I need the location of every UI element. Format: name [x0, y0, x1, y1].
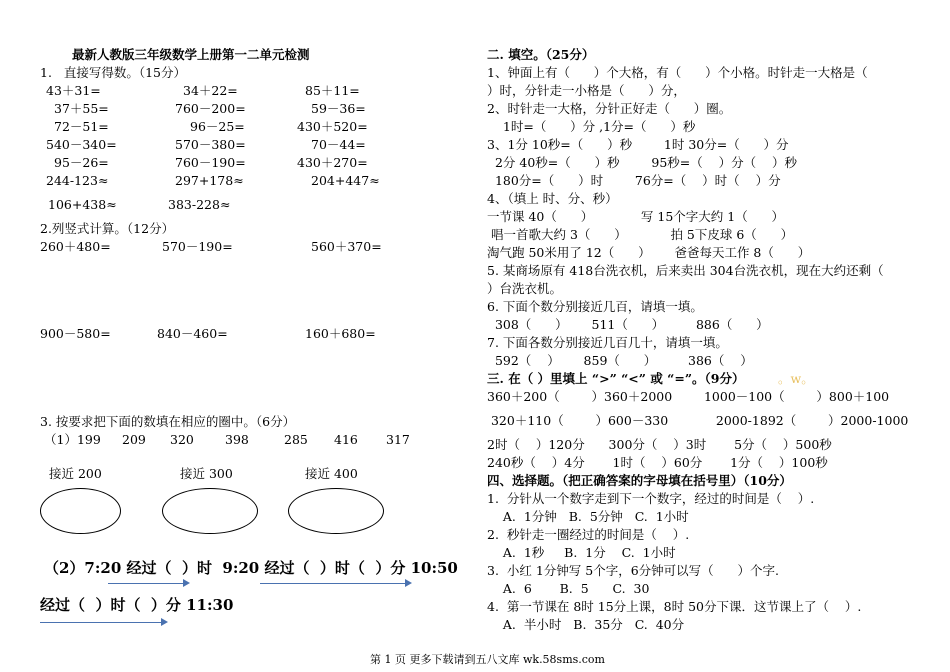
- circle-label-400: 接近 400: [305, 466, 358, 481]
- fill-line: 592（ ） 859（ ） 386（ ）: [487, 353, 753, 368]
- s1-cell: 760－200=: [175, 101, 246, 116]
- s1-cell: 70－44=: [311, 137, 366, 152]
- choice-line: A. 1分钟 B. 5分钟 C. 1小时: [487, 509, 689, 524]
- s1-cell: 43＋31=: [46, 83, 101, 98]
- section1-title: 1. 直接写得数。（15分）: [40, 65, 187, 80]
- s3-number: 416: [334, 432, 358, 447]
- s3-part2-line1: （2）7:20 经过（ ）时 9:20 经过（ ）时（ ）分 10:50: [44, 559, 458, 577]
- page-footer: 第 1 页 更多下载请到五八文库 wk.58sms.com: [370, 653, 605, 666]
- s1-cell: 540－340=: [46, 137, 117, 152]
- choice-line: 3. 小红 1分钟写 5个字，6分钟可以写（ ）个字.: [487, 563, 779, 578]
- s1-cell: 430＋270=: [297, 155, 368, 170]
- fill-line: 7. 下面各数分别接近几百几十，请填一填。: [487, 335, 728, 350]
- s3-number: 209: [122, 432, 146, 447]
- section3-title: 3. 按要求把下面的数填在相应的圈中。（6分）: [40, 414, 296, 429]
- s1-cell: 204+447≈: [311, 173, 380, 188]
- s1-cell: 95－26=: [54, 155, 109, 170]
- s3-number: 320: [170, 432, 194, 447]
- s2-problem: 160＋680=: [305, 326, 376, 341]
- compare-line: 240秒（ ）4分 1时（ ）60分 1分（ ）100秒: [487, 455, 828, 470]
- s1-cell: 297+178≈: [175, 173, 244, 188]
- answer-circle-400[interactable]: [288, 488, 384, 534]
- s3-number: 317: [386, 432, 410, 447]
- s1-cell: 570－380=: [175, 137, 246, 152]
- timeline-arrow: [260, 583, 410, 584]
- s3-number: 398: [225, 432, 249, 447]
- section-fill-title: 二. 填空。（25分）: [487, 47, 595, 62]
- fill-line: 5. 某商场原有 418台洗衣机，后来卖出 304台洗衣机，现在大约还剩（: [487, 263, 884, 278]
- fill-line: 3、1分 10秒=（ ）秒 1时 30分=（ ）分: [487, 137, 789, 152]
- fill-line: 2分 40秒=（ ）秒 95秒=（ ）分（ ）秒: [487, 155, 798, 170]
- choice-line: A. 6 B. 5 C. 30: [487, 581, 650, 596]
- choice-line: 4. 第一节课在 8时 15分上课，8时 50分下课．这节课上了（ ）.: [487, 599, 862, 614]
- answer-circle-200[interactable]: [40, 488, 121, 534]
- s1-cell: 59－36=: [311, 101, 366, 116]
- s1-cell: 85＋11=: [305, 83, 360, 98]
- s1-cell: 106+438≈: [48, 197, 117, 212]
- circle-label-200: 接近 200: [49, 466, 102, 481]
- fill-line: 唱一首歌大约 3（ ） 拍 5下皮球 6（ ）: [487, 227, 794, 242]
- compare-line: 2时（ ）120分 300分（ ）3时 5分（ ）500秒: [487, 437, 832, 452]
- s3-part2-line2: 经过（ ）时（ ）分 11:30: [40, 596, 234, 614]
- s2-problem: 840－460=: [157, 326, 228, 341]
- s1-cell: 244-123≈: [46, 173, 109, 188]
- section2-title: 2.列竖式计算。（12分）: [40, 221, 175, 236]
- s1-cell: 383-228≈: [168, 197, 231, 212]
- s2-problem: 570－190=: [162, 239, 233, 254]
- s2-problem: 900－580=: [40, 326, 111, 341]
- compare-line: 360＋200（ ）360＋2000 1000－100（ ）800＋100: [487, 389, 890, 404]
- s1-cell: 96－25=: [190, 119, 245, 134]
- fill-line: 1、钟面上有（ ）个大格，有（ ）个小格。时针走一大格是（: [487, 65, 868, 80]
- fill-line: 一节课 40（ ） 写 15个字大约 1（ ）: [487, 209, 785, 224]
- s1-cell: 37＋55=: [54, 101, 109, 116]
- choice-line: A. 半小时 B. 35分 C. 40分: [487, 617, 685, 632]
- timeline-arrow: [108, 583, 188, 584]
- answer-circle-300[interactable]: [162, 488, 258, 534]
- s2-problem: 560＋370=: [311, 239, 382, 254]
- decorative-dots: 。w。: [778, 371, 814, 386]
- fill-line: ）时，分针走一小格是（ ）分，: [487, 83, 686, 98]
- fill-line: 2、时针走一大格，分针正好走（ ）圈。: [487, 101, 732, 116]
- section-choice-title: 四、选择题。（把正确答案的字母填在括号里）（10分）: [487, 473, 792, 488]
- fill-line: 308（ ） 511（ ） 886（ ）: [487, 317, 769, 332]
- choice-line: 1. 分针从一个数字走到下一个数字，经过的时间是（ ）.: [487, 491, 815, 506]
- timeline-arrow: [40, 622, 166, 623]
- page-title: 最新人教版三年级数学上册第一二单元检测: [72, 47, 310, 62]
- choice-line: A. 1秒 B. 1分 C. 1小时: [487, 545, 676, 560]
- s3-number: （1）199: [44, 432, 101, 447]
- s3-number: 285: [284, 432, 308, 447]
- s1-cell: 760－190=: [175, 155, 246, 170]
- circle-label-300: 接近 300: [180, 466, 233, 481]
- s1-cell: 72－51=: [54, 119, 109, 134]
- fill-line: 6. 下面个数分别接近几百，请填一填。: [487, 299, 703, 314]
- fill-line: 1时=（ ）分 ,1分=（ ）秒: [487, 119, 696, 134]
- choice-line: 2. 秒针走一圈经过的时间是（ ）.: [487, 527, 690, 542]
- fill-line: ）台洗衣机。: [487, 281, 563, 296]
- s1-cell: 430＋520=: [297, 119, 368, 134]
- compare-line: 320＋110（ ）600－330 2000-1892（ ）2000-1000: [487, 413, 909, 428]
- s2-problem: 260＋480=: [40, 239, 111, 254]
- fill-line: 4、（填上 时、分、秒）: [487, 191, 618, 206]
- fill-line: 180分=（ ）时 76分=（ ）时（ ）分: [487, 173, 781, 188]
- fill-line: 淘气跑 50米用了 12（ ） 爸爸每天工作 8（ ）: [487, 245, 811, 260]
- section-compare-title: 三. 在（ ）里填上 “>” “<” 或 “=”。（9分）: [487, 371, 745, 386]
- s1-cell: 34＋22=: [183, 83, 238, 98]
